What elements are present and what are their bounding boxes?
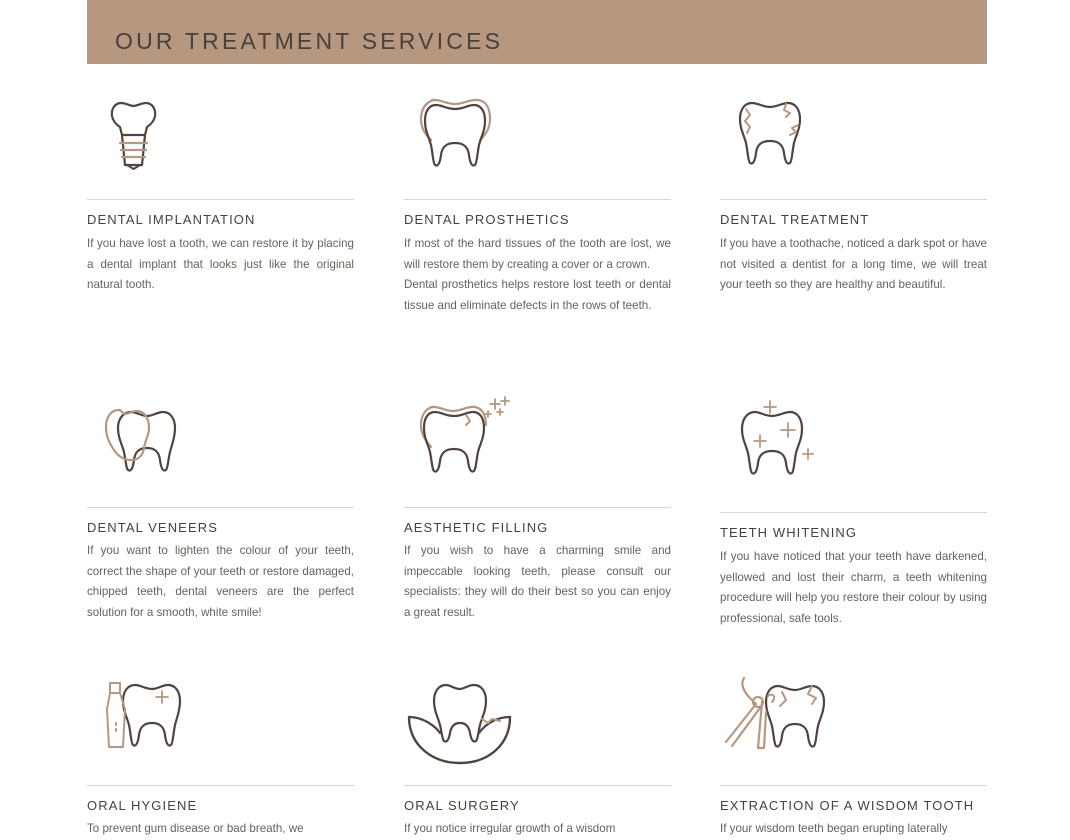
section-title: OUR TREATMENT SERVICES [115,28,504,54]
service-description: If your wisdom teeth began erupting laterally [720,822,948,835]
tooth-veneer-icon [87,402,354,512]
dental-implant-icon [87,95,354,205]
service-title: DENTAL TREATMENT [720,212,870,227]
service-divider [720,512,987,513]
service-title: DENTAL PROSTHETICS [404,212,570,227]
sparkling-tooth-icon [404,395,671,505]
service-description: If you want to lighten the colour of your teeth, correct the shape of your teeth or restore damaged, chipped teeth, dental veneers are the perfect solution for a smooth, white smile! [87,544,354,619]
service-description: If you have a toothache, noticed a dark spot or have not visited a dentist for a long time, we will treat your teeth so they are healthy and beautiful. [720,237,987,291]
service-description: To prevent gum disease or bad breath, we [87,822,304,835]
cracked-tooth-icon [720,95,987,205]
service-description: If you have lost a tooth, we can restore it by placing a dental implant that looks just like the original natural tooth. [87,237,354,291]
service-description: If you notice irregular growth of a wisdom [404,822,616,835]
service-title: AESTHETIC FILLING [404,520,549,535]
service-divider [404,507,671,508]
whitening-tooth-icon [720,397,987,507]
section-banner [87,0,987,64]
toothbrush-tooth-icon [87,673,354,783]
service-divider [87,507,354,508]
service-divider [720,785,987,786]
service-title: ORAL HYGIENE [87,798,198,813]
service-divider [87,785,354,786]
service-title: EXTRACTION OF A WISDOM TOOTH [720,798,975,813]
service-divider [404,199,671,200]
service-divider [404,785,671,786]
service-title: TEETH WHITENING [720,525,858,540]
tooth-crown-icon [404,95,671,205]
service-title: DENTAL IMPLANTATION [87,212,256,227]
service-title: DENTAL VENEERS [87,520,218,535]
tooth-extraction-icon [720,672,987,782]
service-divider [720,199,987,200]
service-divider [87,199,354,200]
service-description: If you wish to have a charming smile and impeccable looking teeth, please consult our specialists: they will do their best so you can enjoy a great result. [404,544,671,619]
tooth-gum-icon [404,675,671,785]
service-title: ORAL SURGERY [404,798,520,813]
service-description: If you have noticed that your teeth have darkened, yellowed and lost their charm, a teeth whitening procedure will help you restore their colour by using professional, safe tools. [720,550,987,625]
service-description: If most of the hard tissues of the tooth are lost, we will restore them by creating a cover or a crown. Dental prosthetics helps restore lost teeth or dental tissue and eliminate defects in the rows of teeth. [404,237,671,312]
